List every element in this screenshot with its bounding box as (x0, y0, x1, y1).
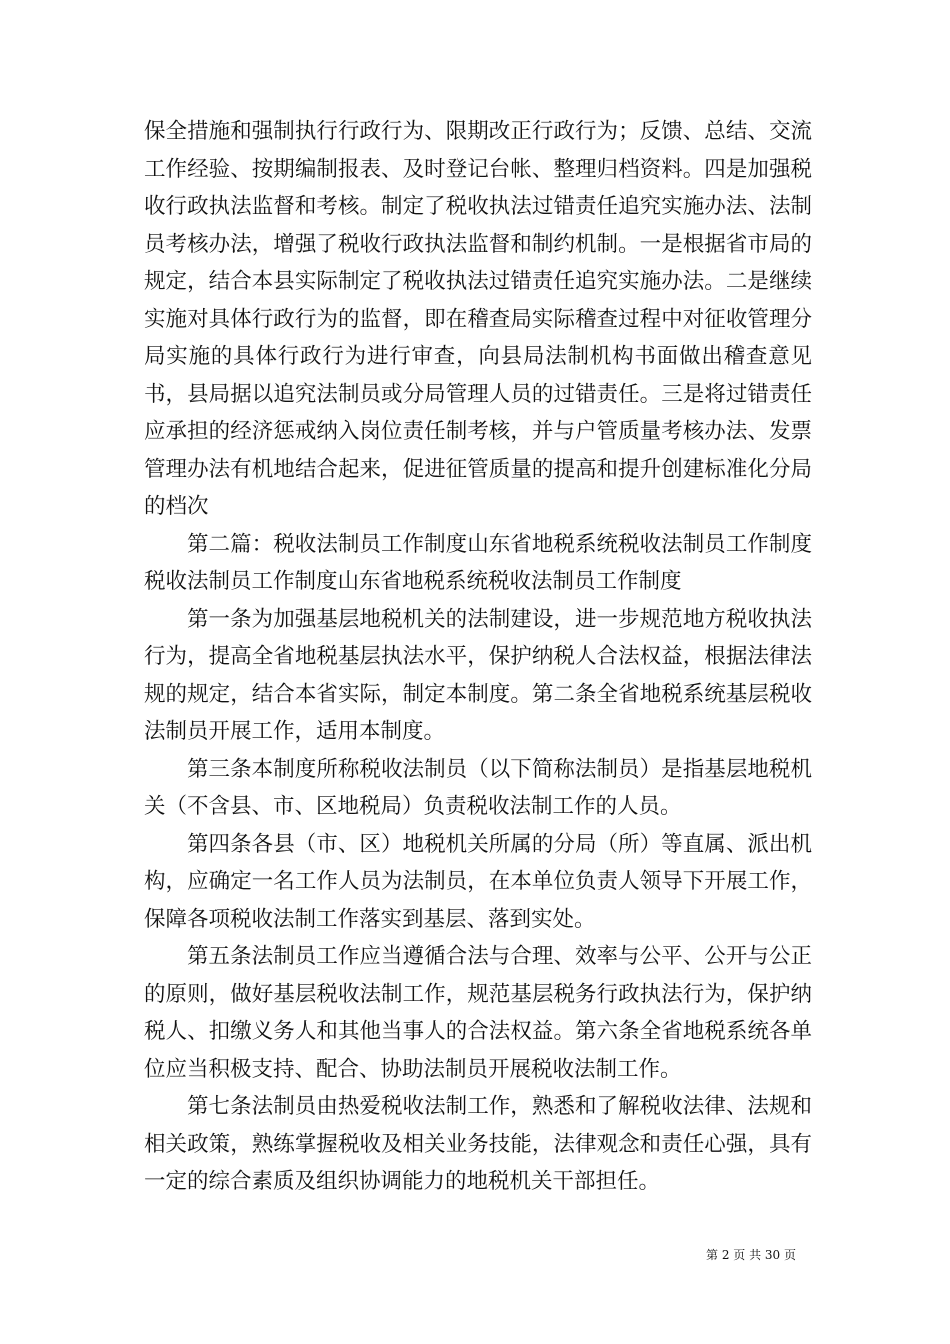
paragraph-continuation: 保全措施和强制执行行政行为、限期改正行政行为；反馈、总结、交流工作经验、按期编制报表、及时登记台帐、整理归档资料。四是加强税收行政执法监督和考核。制定了税收执法过错责任追究实施办法、法制员考核办法，增强了税收行政执法监督和制约机制。一是根据省市局的规定，结合本县实际制定了税收执法过错责任追究实施办法。二是继续实施对具体行政行为的监督，即在稽查局实际稽查过程中对征收管理分局实施的具体行政行为进行审查，向县局法制机构书面做出稽查意见书，县局据以追究法制员或分局管理人员的过错责任。三是将过错责任应承担的经济惩戒纳入岗位责任制考核，并与户管质量考核办法、发票管理办法有机地结合起来，促进征管质量的提高和提升创建标准化分局的档次 (144, 119, 812, 519)
paragraph-article-5-6: 第五条法制员工作应当遵循合法与合理、效率与公平、公开与公正的原则，做好基层税收法制工作，规范基层税务行政执法行为，保护纳税人、扣缴义务人和其他当事人的合法权益。第六条全省地税系统各单位应当积极支持、配合、协助法制员开展税收法制工作。 (144, 944, 812, 1082)
document-body (144, 113, 812, 1201)
paragraph-article-1-2: 第一条为加强基层地税机关的法制建设，进一步规范地方税收执法行为，提高全省地税基层执法水平，保护纳税人合法权益，根据法律法规的规定，结合本省实际，制定本制度。第二条全省地税系统基层税收法制员开展工作，适用本制度。 (144, 606, 812, 744)
paragraph-article-4: 第四条各县（市、区）地税机关所属的分局（所）等直属、派出机构，应确定一名工作人员为法制员，在本单位负责人领导下开展工作，保障各项税收法制工作落实到基层、落到实处。 (144, 831, 812, 932)
page-number-footer: 第 2 页 共 30 页 (706, 1248, 796, 1262)
paragraph-article-3: 第三条本制度所称税收法制员（以下简称法制员）是指基层地税机关（不含县、市、区地税局）负责税收法制工作的人员。 (144, 756, 812, 819)
paragraph-article-7: 第七条法制员由热爱税收法制工作，熟悉和了解税收法律、法规和相关政策，熟练掌握税收及相关业务技能，法律观念和责任心强，具有一定的综合素质及组织协调能力的地税机关干部担任。 (144, 1094, 812, 1194)
paragraph-section-heading: 第二篇：税收法制员工作制度山东省地税系统税收法制员工作制度税收法制员工作制度山东省地税系统税收法制员工作制度 (144, 531, 812, 594)
